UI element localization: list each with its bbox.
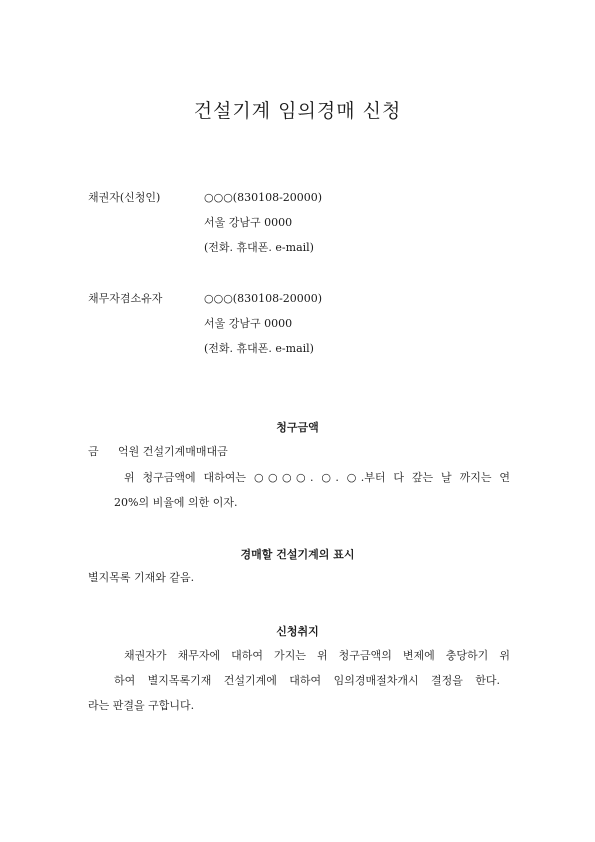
creditor-contact: (전화. 휴대폰. e-mail) bbox=[204, 241, 314, 254]
claim-amount-text: 억원 건설기계매매대금 bbox=[118, 445, 228, 458]
purpose-line3: 라는 판결을 구합니다. bbox=[88, 699, 195, 712]
equipment-text: 별지목록 기재와 같음. bbox=[88, 571, 195, 584]
equipment-heading: 경매할 건설기계의 표시 bbox=[240, 548, 355, 561]
debtor-label: 채무자겸소유자 bbox=[88, 292, 163, 305]
purpose-line2: 하여 별지목록기재 건설기계에 대하여 임의경매절차개시 결정을 한다. bbox=[114, 674, 500, 687]
claim-interest-line2: 20%의 비율에 의한 이자. bbox=[114, 496, 238, 509]
debtor-address: 서울 강남구 0000 bbox=[204, 317, 293, 330]
debtor-name: ○○○(830108-20000) bbox=[204, 292, 323, 305]
purpose-line1: 채권자가 채무자에 대하여 가지는 위 청구금액의 변제에 충당하기 위 bbox=[124, 649, 510, 662]
creditor-address: 서울 강남구 0000 bbox=[204, 216, 293, 229]
claim-heading: 청구금액 bbox=[276, 421, 319, 434]
document-title: 건설기계 임의경매 신청 bbox=[193, 100, 402, 122]
creditor-name: ○○○(830108-20000) bbox=[204, 191, 323, 204]
creditor-label: 채권자(신청인) bbox=[88, 191, 161, 204]
claim-interest-line1: 위 청구금액에 대하여는 ○○○○. ○. ○.부터 다 갚는 날 까지는 연 bbox=[124, 471, 510, 484]
debtor-contact: (전화. 휴대폰. e-mail) bbox=[204, 342, 314, 355]
purpose-heading: 신청취지 bbox=[276, 625, 319, 638]
claim-amount-prefix: 금 bbox=[88, 445, 99, 458]
